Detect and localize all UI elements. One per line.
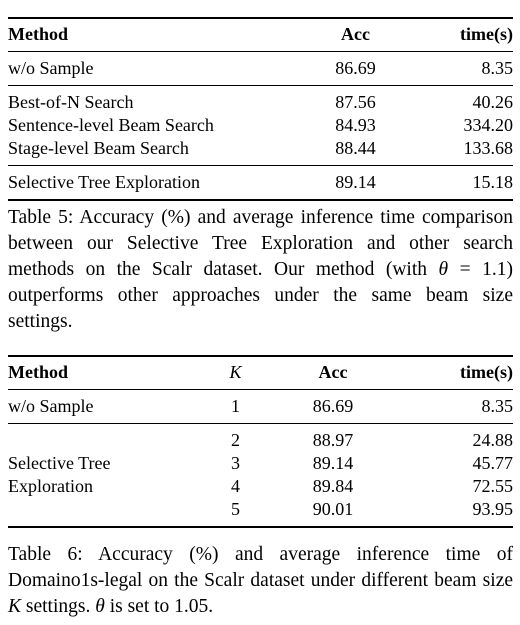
table-row-highlight	[8, 166, 513, 201]
theta-symbol: θ	[95, 596, 105, 617]
table-row	[8, 137, 513, 166]
table-5-cell-acc: 89.14	[335, 172, 376, 192]
table-5-caption-text-b: = 1.1) outperforms other approaches under the same beam size settings.	[8, 259, 513, 332]
table-5-cell-acc: 87.56	[335, 92, 376, 112]
table-5-cell-method: Best-of-N Search	[8, 92, 134, 112]
table-6-header-k: K	[229, 362, 242, 382]
table-6-cell-time: 72.55	[472, 476, 513, 496]
table-row	[8, 475, 513, 498]
table-row	[8, 86, 513, 115]
table-6-cell-acc: 86.69	[273, 390, 393, 424]
table-6-cell-k: 3	[231, 453, 240, 473]
table-5-cell-acc: 86.69	[298, 52, 398, 86]
table-6-cell-k: 4	[231, 476, 240, 496]
table-6-cell-k: 5	[231, 499, 240, 519]
table-6-caption	[8, 542, 513, 620]
table-5-header-method: Method	[8, 18, 298, 52]
table-5-cell-method: Selective Tree Exploration	[8, 172, 200, 192]
k-symbol: K	[8, 596, 22, 617]
table-5-cell-time: 334.20	[463, 115, 513, 135]
table-5-cell-time: 15.18	[472, 172, 513, 192]
table-6-header-row	[8, 356, 513, 390]
table-6-cell-time: 45.77	[472, 453, 513, 473]
table-row	[8, 52, 513, 86]
theta-symbol: θ	[438, 259, 449, 280]
table-6-header-acc: Acc	[273, 356, 393, 390]
table-row	[8, 452, 513, 475]
table-5-cell-method: w/o Sample	[8, 52, 298, 86]
table-row	[8, 114, 513, 137]
table-6-cell-method: w/o Sample	[8, 390, 198, 424]
table-6-cell-time: 8.35	[393, 390, 513, 424]
table-6-caption-label: Table 6:	[8, 544, 83, 565]
table-6-cell-acc: 90.01	[312, 499, 354, 519]
table-6-cell-acc: 89.84	[312, 476, 354, 496]
table-6-cell-k: 1	[198, 390, 273, 424]
table-6-header-method: Method	[8, 356, 198, 390]
table-6-cell-acc: 88.97	[312, 430, 354, 450]
table-6-cell-time: 24.88	[472, 430, 513, 450]
table-row	[8, 424, 513, 453]
table-6-group-label-line1: Selective Tree	[8, 453, 111, 473]
table-6-header-time: time(s)	[393, 356, 513, 390]
table-6	[8, 355, 513, 528]
table-5-caption	[8, 205, 513, 335]
table-6-caption-text-b: settings.	[21, 596, 96, 617]
table-6-caption-text-a: Accuracy (%) and average inference time of Domaino1s-legal on the Scalr dataset under different beam size	[8, 544, 514, 591]
table-5-cell-time: 8.35	[398, 52, 513, 86]
table-6-cell-time: 93.95	[472, 499, 513, 519]
table-5-cell-acc: 84.93	[335, 115, 376, 135]
table-row	[8, 498, 513, 527]
table-row	[8, 390, 513, 424]
table-5-cell-time: 40.26	[472, 92, 513, 112]
table-5-header-time: time(s)	[398, 18, 513, 52]
table-5-header-acc: Acc	[298, 18, 398, 52]
table-6-cell-k: 2	[231, 430, 240, 450]
table-6-group-label-line2: Exploration	[8, 476, 93, 496]
table-6-cell-acc: 89.14	[312, 453, 354, 473]
table-5-cell-method: Sentence-level Beam Search	[8, 115, 214, 135]
table-6-caption-text-c: is set to 1.05.	[104, 596, 214, 617]
table-5-cell-time: 133.68	[398, 137, 513, 166]
table-5	[8, 17, 513, 201]
table-5-header-row	[8, 18, 513, 52]
table-5-cell-acc: 88.44	[298, 137, 398, 166]
table-5-caption-text-a: Accuracy (%) and average inference time comparison between our Selective Tree Exploration and other search methods on the Scalr dataset. Our method (with	[8, 207, 513, 280]
table-5-caption-label: Table 5:	[8, 207, 74, 228]
table-5-cell-method: Stage-level Beam Search	[8, 137, 298, 166]
